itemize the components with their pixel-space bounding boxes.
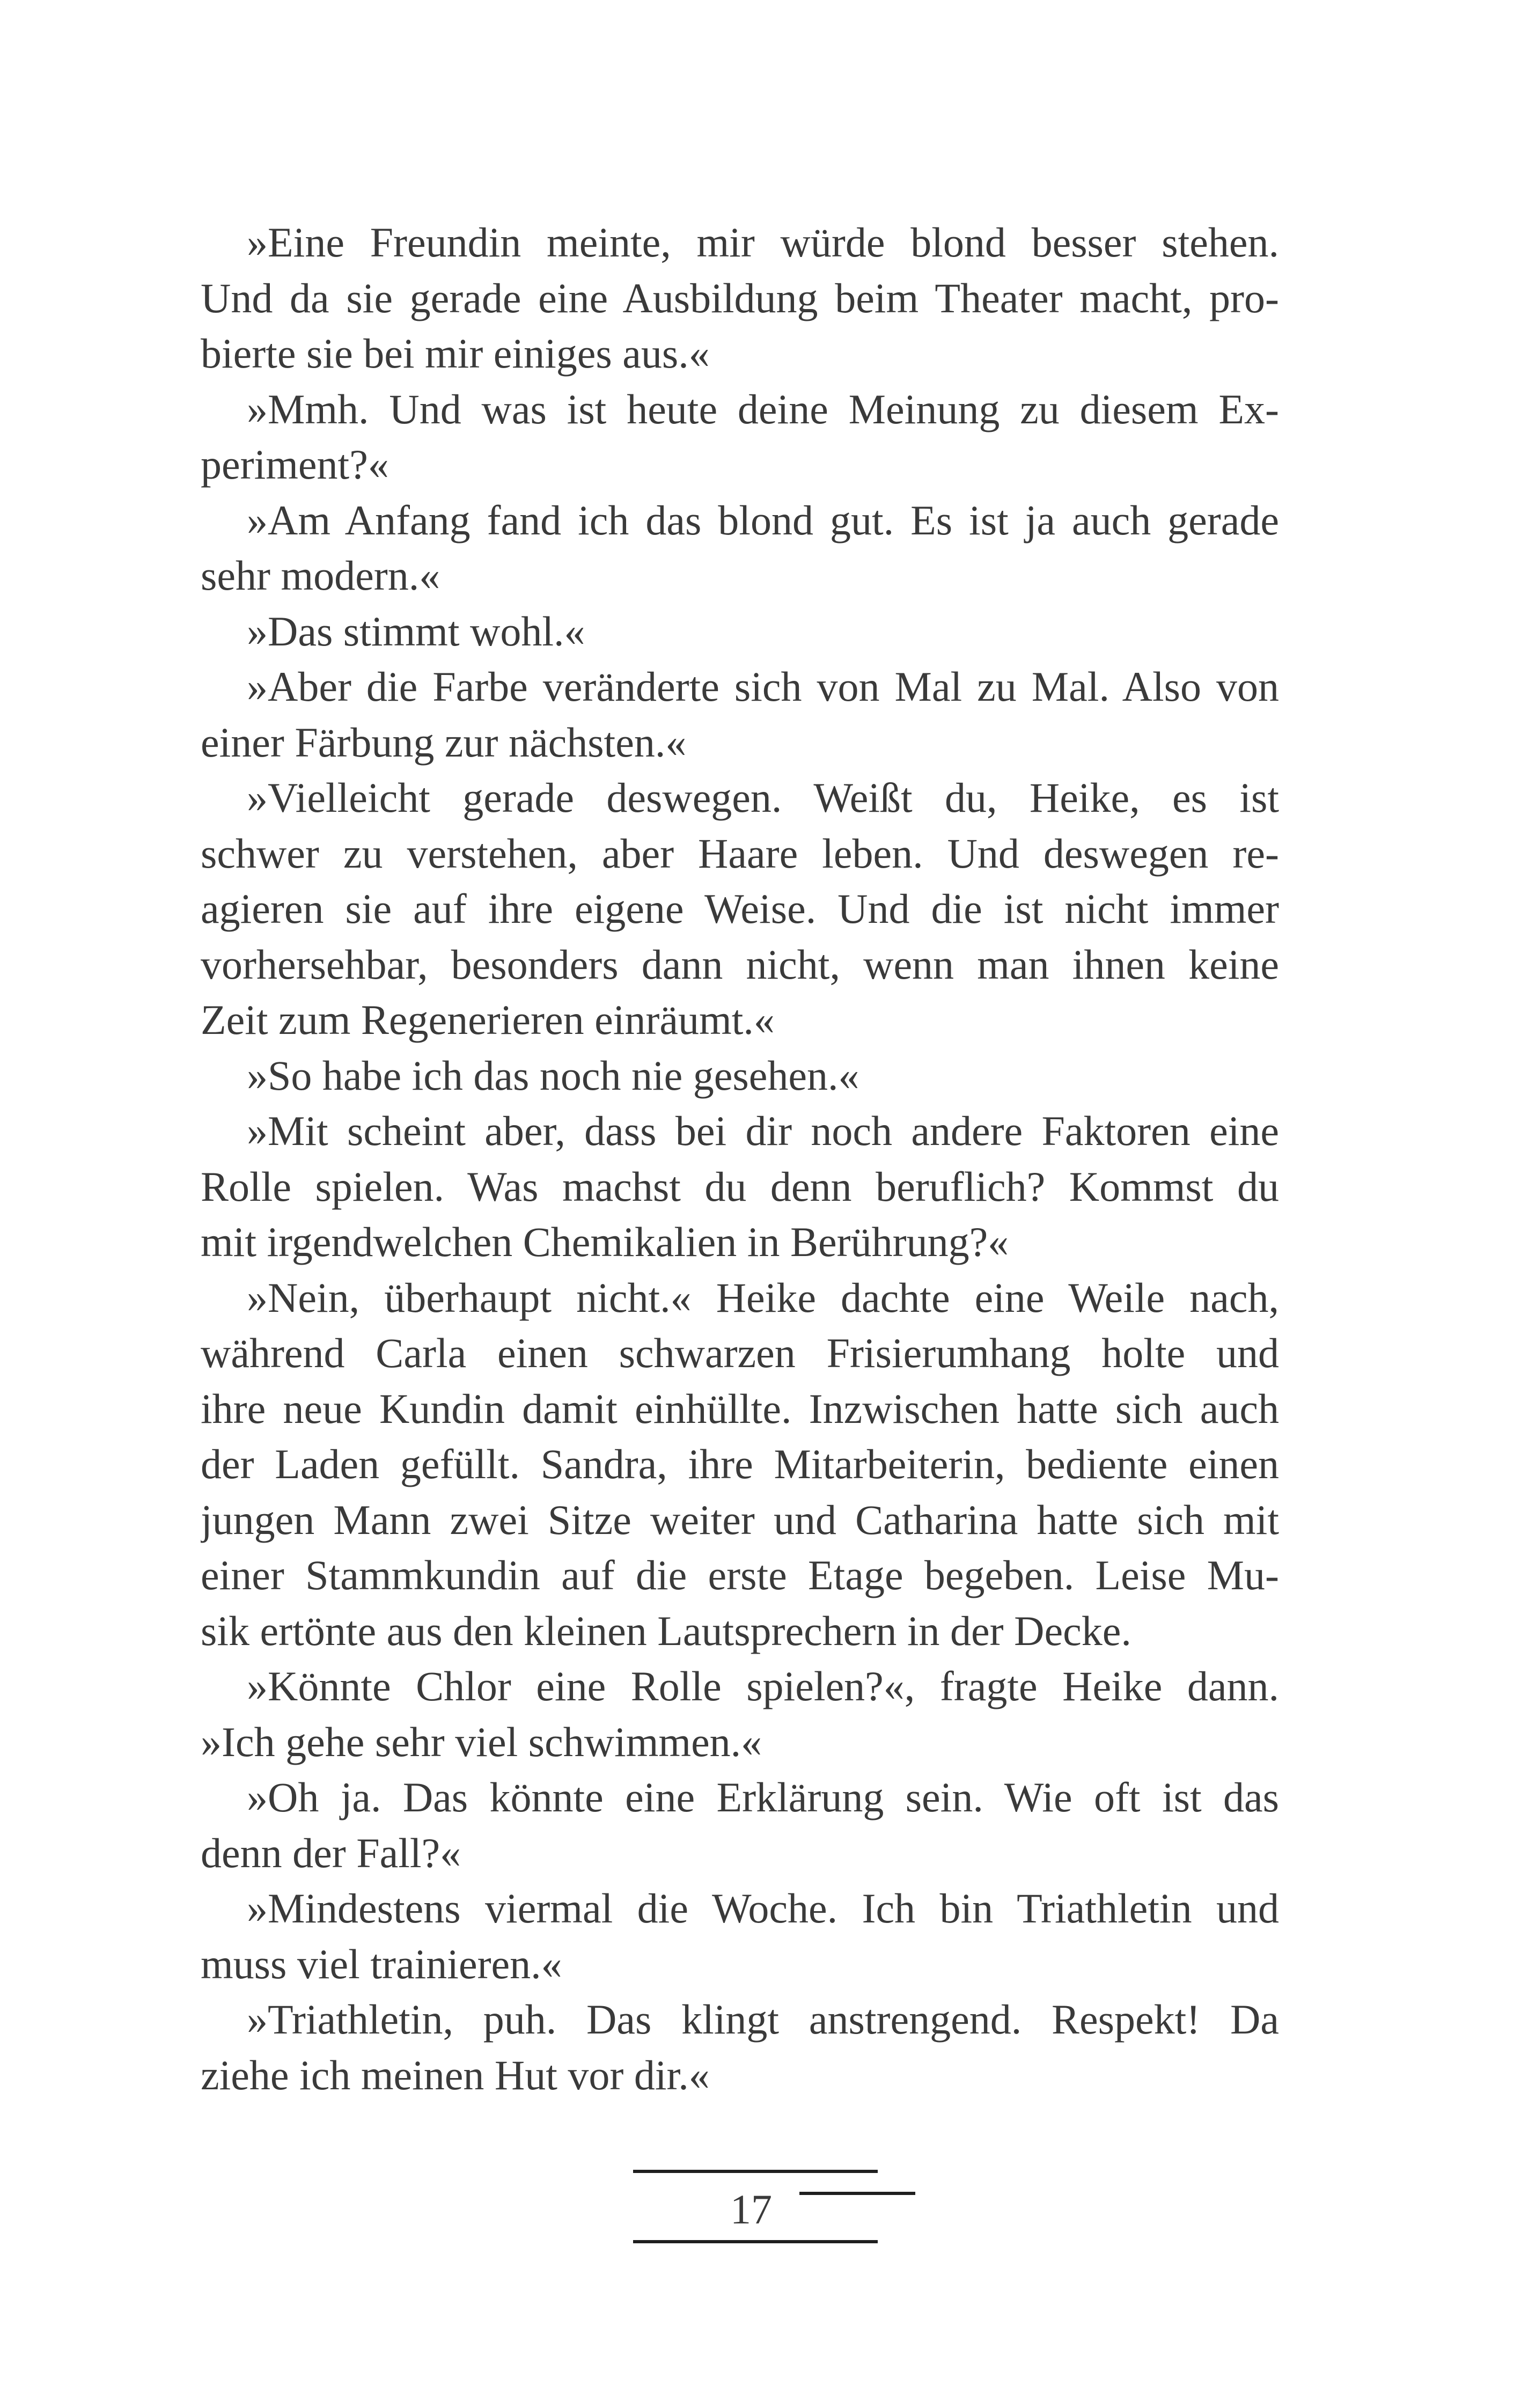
text-line: muss viel trainieren.« [201, 1940, 562, 1987]
text-line: der Laden gefüllt. Sandra, ihre Mitarbeiterin, bediente einen [201, 1441, 1279, 1487]
text-line: denn der Fall?« [201, 1829, 461, 1876]
page-number: 17 [730, 2186, 772, 2233]
text-line: »Mmh. Und was ist heute deine Meinung zu diesem Ex- [247, 385, 1279, 432]
text-line: »So habe ich das noch nie gesehen.« [247, 1052, 859, 1099]
text-line: jungen Mann zwei Sitze weiter und Catharina hatte sich mit [201, 1496, 1279, 1543]
text-line: einer Stammkundin auf die erste Etage begeben. Leise Mu- [201, 1552, 1279, 1598]
text-line: »Das stimmt wohl.« [247, 607, 585, 655]
text-line: ziehe ich meinen Hut vor dir.« [201, 2051, 710, 2098]
text-line: »Mindestens viermal die Woche. Ich bin Triathletin und [247, 1885, 1279, 1932]
footer-rule-top [633, 2170, 878, 2173]
text-line: »Nein, überhaupt nicht.« Heike dachte eine Weile nach, [247, 1274, 1279, 1321]
text-line: »Vielleicht gerade deswegen. Weißt du, Heike, es ist [247, 774, 1279, 821]
text-line: »Mit scheint aber, dass bei dir noch andere Faktoren eine [247, 1107, 1279, 1154]
text-line: Rolle spielen. Was machst du denn beruflich? Kommst du [201, 1163, 1279, 1210]
text-line: mit irgendwelchen Chemikalien in Berührung?« [201, 1218, 1009, 1265]
text-line: »Am Anfang fand ich das blond gut. Es ist ja auch gerade [247, 496, 1279, 544]
text-line: sehr modern.« [201, 552, 440, 599]
footer-rule-middle [799, 2192, 915, 2195]
text-line: »Eine Freundin meinte, mir würde blond besser stehen. [247, 219, 1279, 266]
text-line: Zeit zum Regenerieren einräumt.« [201, 996, 775, 1043]
text-line: Und da sie gerade eine Ausbildung beim Theater macht, pro- [201, 274, 1279, 321]
text-line: vorhersehbar, besonders dann nicht, wenn man ihnen keine [201, 941, 1279, 988]
text-line: »Triathletin, puh. Das klingt anstrengend. Respekt! Da [247, 1996, 1279, 2043]
text-line: während Carla einen schwarzen Frisierumhang holte und [201, 1330, 1279, 1376]
text-line: »Könnte Chlor eine Rolle spielen?«, fragte Heike dann. [247, 1663, 1279, 1709]
text-line: »Aber die Farbe veränderte sich von Mal zu Mal. Also von [247, 663, 1279, 710]
text-line: sik ertönte aus den kleinen Lautsprechern in der Decke. [201, 1607, 1131, 1654]
text-line: »Oh ja. Das könnte eine Erklärung sein. Wie oft ist das [247, 1774, 1279, 1820]
text-line: ihre neue Kundin damit einhüllte. Inzwischen hatte sich auch [201, 1385, 1279, 1432]
text-line: schwer zu verstehen, aber Haare leben. Und deswegen re- [201, 829, 1279, 877]
text-line: einer Färbung zur nächsten.« [201, 718, 687, 766]
text-line: bierte sie bei mir einiges aus.« [201, 330, 710, 377]
text-line: agieren sie auf ihre eigene Weise. Und die ist nicht immer [201, 885, 1279, 932]
footer-rule-bottom [633, 2240, 878, 2243]
text-line: »Ich gehe sehr viel schwimmen.« [201, 1718, 762, 1765]
text-line: periment?« [201, 441, 389, 488]
